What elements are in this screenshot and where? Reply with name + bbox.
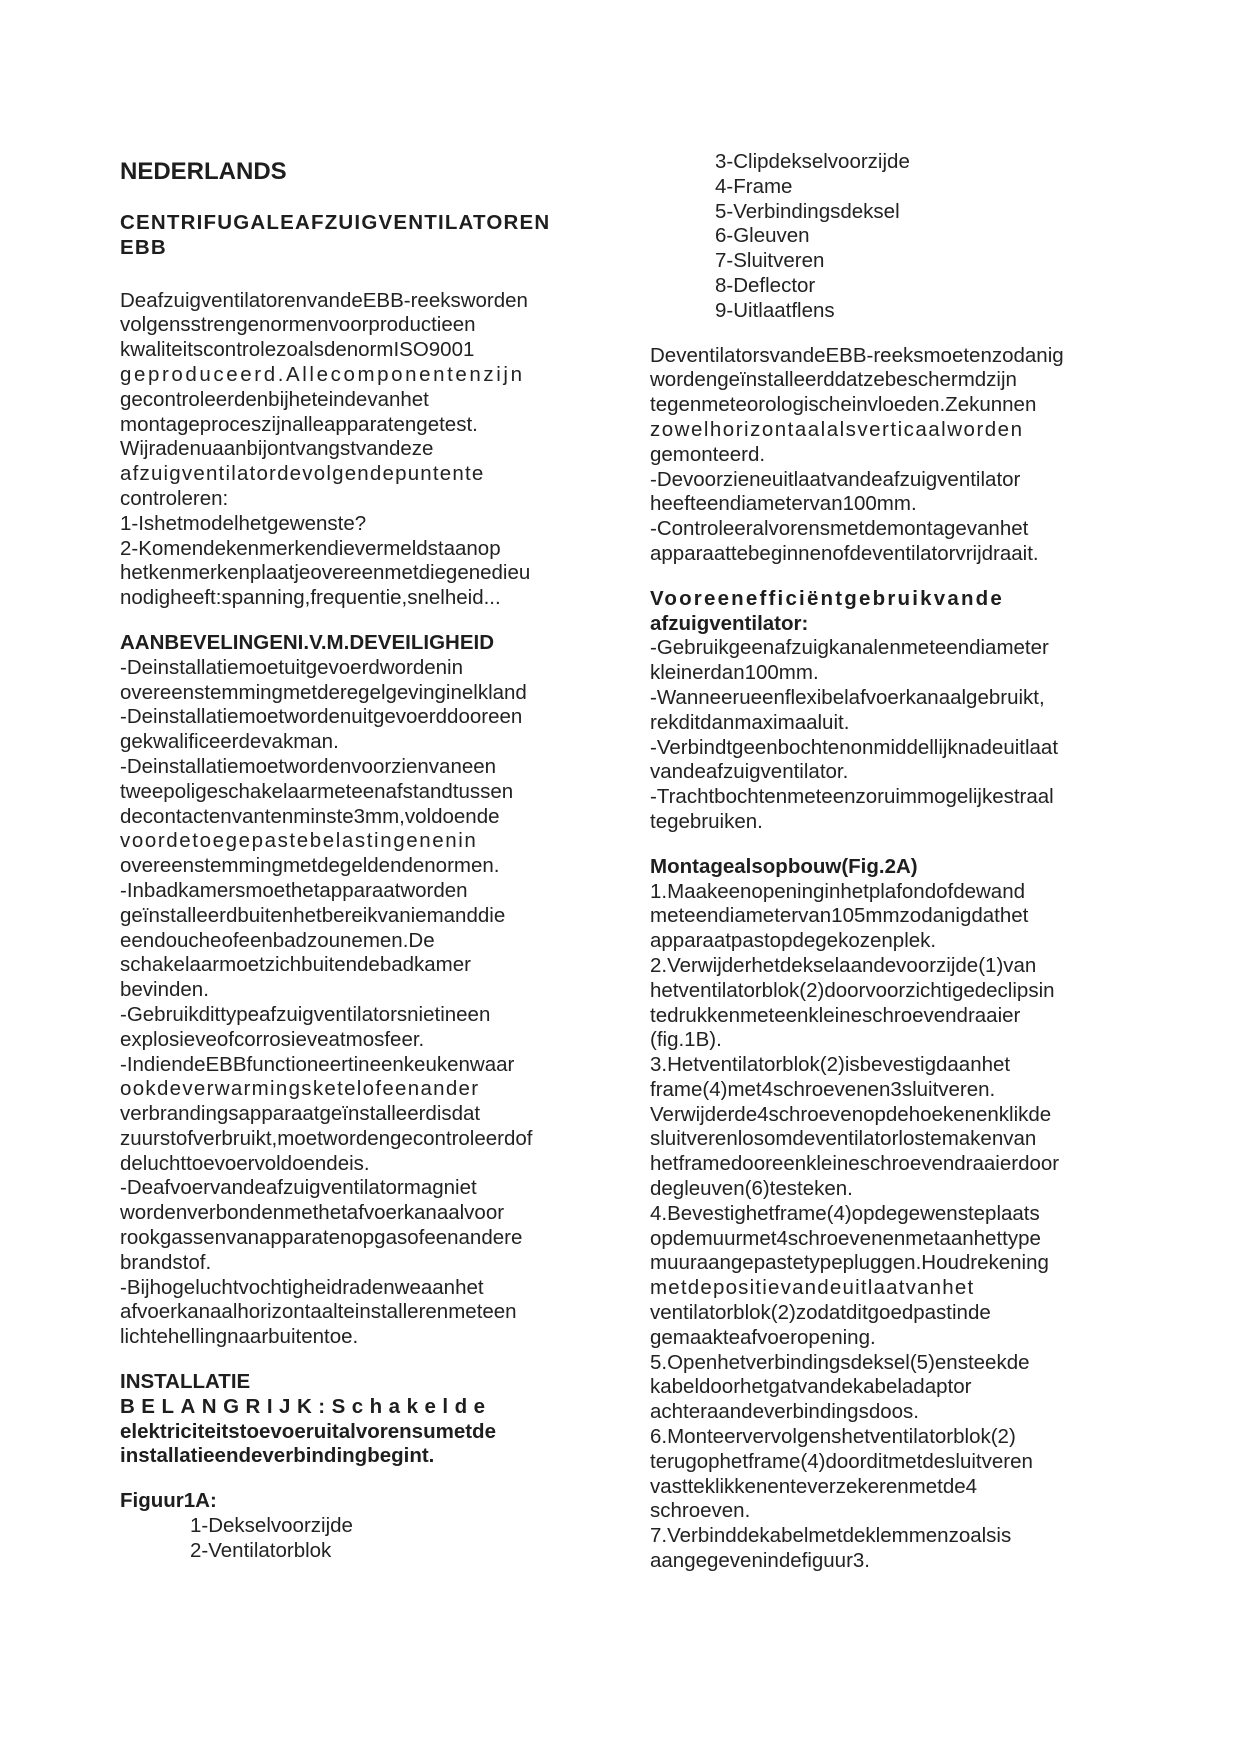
text-line: vandeafzuigventilator. [650, 760, 849, 784]
text-line: nodigheeft:spanning,frequentie,snelheid... [120, 586, 501, 610]
text-line: hetframedooreenkleineschroevendraaierdoor [650, 1152, 1060, 1176]
text-line: -Gebruikgeenafzuigkanalenmeteendiameter [650, 636, 1049, 660]
text-line: montageproceszijnalleapparatengetest. [120, 412, 478, 436]
text-line: gemaakteafvoeropening. [650, 1325, 876, 1349]
text-line: 4.Bevestighetframe(4)opdegewensteplaats [650, 1201, 1040, 1225]
text-line: -Devoorzieneuitlaatvandeafzuigventilator [650, 467, 1021, 491]
text-line: explosieveofcorrosieveatmosfeer. [120, 1027, 425, 1051]
text-line: rekditdanmaximaaluit. [650, 710, 850, 734]
text-line: terugophetframe(4)doorditmetdesluitveren [650, 1449, 1033, 1473]
figure-item: 5-Verbindingsdeksel [715, 199, 900, 223]
text-line: kabeldoorhetgatvandekabeladaptor [650, 1375, 972, 1399]
text-line: decontactenvantenminste3mm,voldoende [120, 804, 500, 828]
text-line: 1.Maakeenopeninginhetplafondofdewand [650, 879, 1026, 903]
text-line: DeventilatorsvandeEBB-reeksmoetenzodanig [650, 343, 1064, 367]
text-line: verbrandingsapparaatgeïnstalleerdisdat [120, 1102, 481, 1126]
text-line: hetventilatorblok(2)doorvoorzichtigedeclipsin [650, 978, 1055, 1002]
language-heading: NEDERLANDS [120, 158, 287, 185]
text-line: tegenmeteorologischeinvloeden.Zekunnen [650, 393, 1037, 417]
text-line: DeafzuigventilatorenvandeEBB-reeksworden [120, 288, 528, 312]
efficient-heading-line: afzuigventilator: [650, 611, 809, 635]
mount-paragraph [650, 880, 1120, 1574]
text-line: -Bijhogeluchtvochtigheidradenweaanhet [120, 1275, 484, 1299]
text-line: -Controleeralvorensmetdemontagevanhet [650, 517, 1029, 541]
text-line: -Wanneerueenflexibelafvoerkanaalgebruikt, [650, 685, 1045, 709]
installation-heading: INSTALLATIE [120, 1370, 251, 1394]
figure-item: 6-Gleuven [715, 224, 810, 248]
text-line: wordengeïnstalleerddatzebeschermdzijn [650, 368, 1017, 392]
text-line: 1-Ishetmodelhetgewenste? [120, 511, 367, 535]
important-label: BELANGRIJK:Schakelde [120, 1394, 492, 1418]
figure-item: 9-Uitlaatflens [715, 298, 835, 322]
text-line: sluitverenlosomdeventilatorlostemakenvan [650, 1127, 1037, 1151]
figure-list-continued [650, 150, 1120, 324]
text-line: -Deinstallatiemoetuitgevoerdwordenin [120, 655, 463, 679]
figure-list [120, 1514, 590, 1564]
text-line: afzuigventilatordevolgendepuntente [120, 462, 485, 486]
text-line: controleren: [120, 486, 229, 510]
text-line: overeenstemmingmetderegelgevinginelkland [120, 680, 527, 704]
text-line: apparaatpastopdegekozenplek. [650, 929, 937, 953]
text-line: overeenstemmingmetdegeldendenormen. [120, 854, 500, 878]
figure-item: 1-Dekselvoorzijde [190, 1514, 353, 1538]
text-line: ventilatorblok(2)zodatditgoedpastinde [650, 1301, 991, 1325]
figure-item: 7-Sluitveren [715, 249, 825, 273]
text-line: -Gebruikdittypeafzuigventilatorsnietineen [120, 1002, 491, 1026]
text-line: 3.Hetventilatorblok(2)isbevestigdaanhet [650, 1053, 1011, 1077]
text-line: geproduceerd.Allecomponentenzijn [120, 362, 525, 386]
efficient-paragraph [650, 636, 1120, 834]
text-line: -Verbindtgeenbochtenonmiddellijknadeuitlaat [650, 735, 1059, 759]
text-line: -Trachtbochtenmeteenzoruimmogelijkestraal [650, 785, 1054, 809]
text-line: lichtehellingnaarbuitentoe. [120, 1325, 359, 1349]
figure-item: 4-Frame [715, 174, 793, 198]
text-line: heefteendiametervan100mm. [650, 492, 917, 516]
title-line: CENTRIFUGALEAFZUIGVENTILATOREN [120, 211, 551, 234]
text-line: schakelaarmoetzichbuitendebadkamer [120, 953, 471, 977]
text-line: tedrukkenmeteenkleineschroevendraaier [650, 1003, 1021, 1027]
text-line: degleuven(6)testeken. [650, 1177, 853, 1201]
text-line: -Inbadkamersmoethetapparaatworden [120, 878, 468, 902]
text-line: -Deafvoervandeafzuigventilatormagniet [120, 1176, 477, 1200]
text-line: hetkenmerkenplaatjeovereenmetdiegenedieu [120, 561, 531, 585]
figure-item: 2-Ventilatorblok [190, 1538, 332, 1562]
intro-paragraph [120, 289, 590, 611]
text-line: muuraangepastetypepluggen.Houdrekening [650, 1251, 1049, 1275]
text-line: meteendiametervan105mmzodanigdathet [650, 904, 1029, 928]
efficient-heading: Vooreenefficiëntgebruikvande [650, 586, 1004, 610]
text-line: -Deinstallatiemoetwordenuitgevoerddooreen [120, 705, 523, 729]
text-line: Wijradenuaanbijontvangstvandeze [120, 437, 434, 461]
text-line: metdepositievandeuitlaatvanhet [650, 1276, 975, 1300]
text-line: 6.Monteervervolgenshetventilatorblok(2) [650, 1425, 1016, 1449]
text-line: ookdeverwarmingsketelofeenander [120, 1077, 480, 1101]
figure-item: 3-Clipdekselvoorzijde [715, 150, 910, 173]
mount-heading: Montagealsopbouw(Fig.2A) [650, 854, 918, 878]
text-line: Verwijderde4schroevenopdehoekenenklikde [650, 1102, 1052, 1126]
text-line: kwaliteitscontrolezoalsdenormISO9001 [120, 338, 475, 362]
title-line: EBB [120, 235, 167, 259]
text-line: frame(4)met4schroevenen3sluitveren. [650, 1077, 996, 1101]
text-line: -Deinstallatiemoetwordenvoorzienvaneen [120, 754, 497, 778]
text-line: apparaattebeginnenofdeventilatorvrijdraait. [650, 541, 1039, 565]
text-line: 2.Verwijderhetdekselaandevoorzijde(1)van [650, 953, 1037, 977]
text-line: eendoucheofeenbadzounemen.De [120, 928, 435, 952]
text-line: 5.Openhetverbindingsdeksel(5)ensteekde [650, 1350, 1030, 1374]
text-line: -IndiendeEBBfunctioneertineenkeukenwaar [120, 1052, 515, 1076]
product-title [120, 211, 590, 261]
text-line: zowelhorizontaalalsverticaalworden [650, 417, 1024, 441]
text-line: schroeven. [650, 1499, 751, 1523]
text-line: opdemuurmet4schroevenenmetaanhettype [650, 1226, 1041, 1250]
left-column [120, 150, 590, 1564]
text-line: wordenverbondenmethetafvoerkanaalvoor [120, 1201, 505, 1225]
text-line: 7.Verbinddekabelmetdeklemmenzoalsis [650, 1524, 1012, 1548]
text-line: geïnstalleerdbuitenhetbereikvaniemanddie [120, 903, 506, 927]
safety-paragraph [120, 656, 590, 1350]
text-line: zuurstofverbruikt,moetwordengecontroleerdof [120, 1126, 533, 1150]
text-line: achteraandeverbindingsdoos. [650, 1400, 919, 1424]
text-line: gekwalificeerdevakman. [120, 730, 339, 754]
text-line: tegebruiken. [650, 809, 763, 833]
text-line: voordetoegepastebelastingenenin [120, 829, 478, 853]
general-paragraph [650, 344, 1120, 567]
text-line: gecontroleerdenbijheteindevanhet [120, 387, 429, 411]
text-line: rookgassenvanapparatenopgasofeenandere [120, 1226, 523, 1250]
text-line: deluchttoevoervoldoendeis. [120, 1151, 370, 1175]
text-line: 2-Komendekenmerkendievermeldstaanop [120, 536, 501, 560]
text-line: (fig.1B). [650, 1028, 722, 1052]
figure-heading: Figuur1A: [120, 1489, 217, 1513]
right-column [650, 150, 1120, 1574]
text-line: aangegevenindefiguur3. [650, 1549, 870, 1573]
important-line: elektriciteitstoevoeruitalvorensumetde [120, 1419, 496, 1443]
figure-item: 8-Deflector [715, 273, 816, 297]
safety-heading: AANBEVELINGENI.V.M.DEVEILIGHEID [120, 630, 494, 654]
text-line: gemonteerd. [650, 442, 766, 466]
text-line: afvoerkanaalhorizontaalteinstallerenmeteen [120, 1300, 517, 1324]
text-line: brandstof. [120, 1250, 212, 1274]
text-line: volgensstrengenormenvoorproductieen [120, 313, 476, 337]
important-line: installatieendeverbindingbegint. [120, 1444, 435, 1468]
text-line: bevinden. [120, 978, 209, 1002]
text-line: vastteklikkenenteverzekerenmetde4 [650, 1474, 978, 1498]
text-line: tweepoligeschakelaarmeteenafstandtussen [120, 779, 514, 803]
text-line: kleinerdan100mm. [650, 661, 819, 685]
